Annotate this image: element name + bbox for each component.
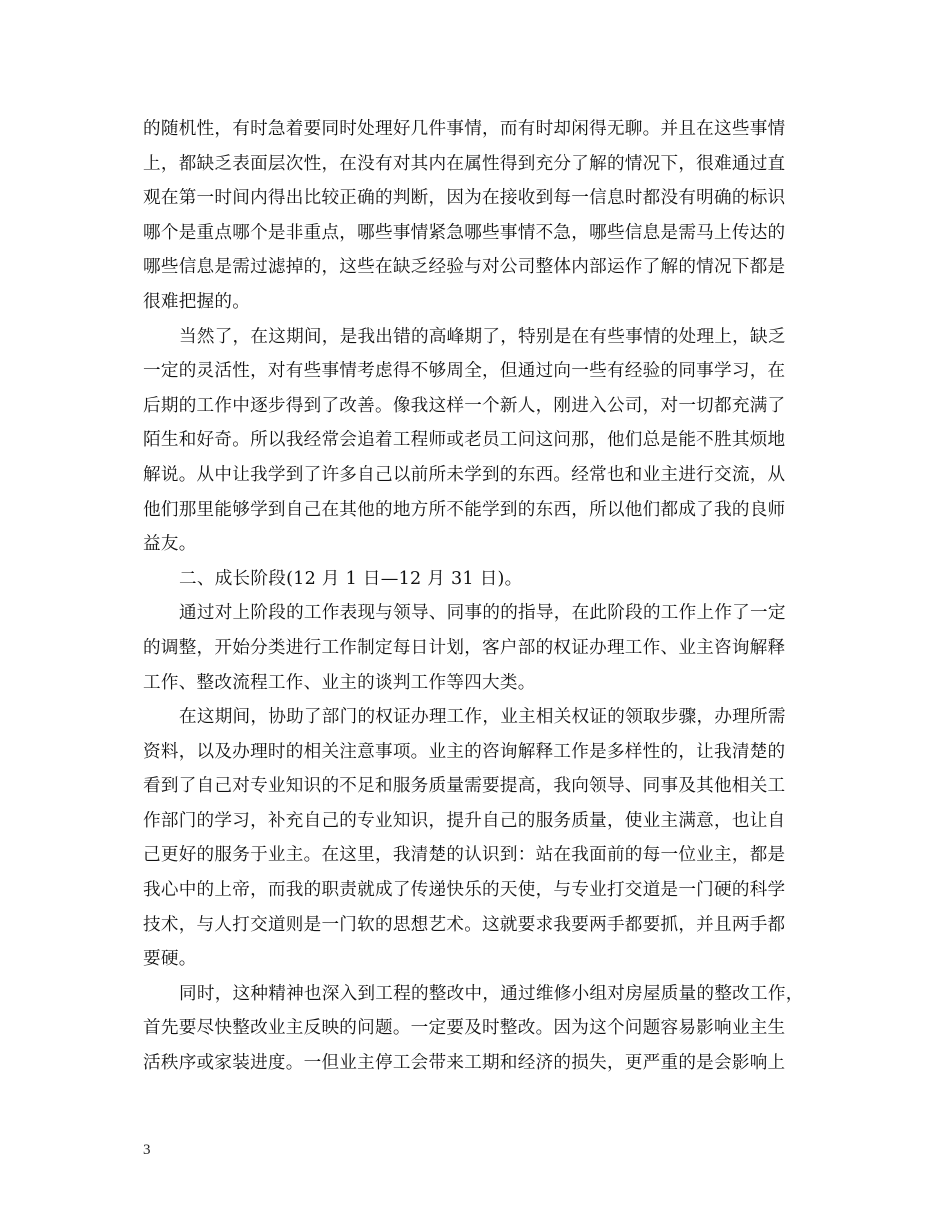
text-line: 首先要尽快整改业主反映的问题。一定要及时整改。因为这个问题容易影响业主生 — [143, 1018, 786, 1039]
text-line: 一定的灵活性，对有些事情考虑得不够周全，但通过向一些有经验的同事学习，在 — [143, 361, 786, 382]
page-number: 3 — [143, 1142, 151, 1158]
text-line: 哪个是重点哪个是非重点，哪些事情紧急哪些事情不急，哪些信息是需马上传达的 — [143, 222, 786, 243]
text-line: 很难把握的。 — [143, 291, 251, 312]
text-line: 我心中的上帝，而我的职责就成了传递快乐的天使，与专业打交道是一门硬的科学 — [143, 880, 786, 901]
text-line: 陌生和好奇。所以我经常会追着工程师或老员工问这问那，他们总是能不胜其烦地 — [143, 430, 786, 451]
text-line: 己更好的服务于业主。在这里，我清楚的认识到：站在我面前的每一位业主，都是 — [143, 845, 786, 866]
text-line: 解说。从中让我学到了许多自己以前所未学到的东西。经常也和业主进行交流，从 — [143, 464, 786, 485]
document-body — [143, 112, 811, 1081]
text-line: 看到了自己对专业知识的不足和服务质量需要提高，我向领导、同事及其他相关工 — [143, 776, 786, 797]
text-line: 要硬。 — [143, 949, 197, 970]
paragraph-first-line: 在这期间，协助了部门的权证办理工作，业主相关权证的领取步骤，办理所需 — [179, 707, 786, 728]
text-line: 技术，与人打交道则是一门软的思想艺术。这就要求我要两手都要抓，并且两手都 — [143, 914, 786, 935]
paragraph-first-line: 通过对上阶段的工作表现与领导、同事的的指导，在此阶段的工作上作了一定 — [179, 603, 786, 624]
text-line: 益友。 — [143, 534, 197, 555]
paragraph-first-line: 当然了，在这期间，是我出错的高峰期了，特别是在有些事情的处理上，缺乏 — [179, 326, 786, 347]
text-line: 哪些信息是需过滤掉的，这些在缺乏经验与对公司整体内部运作了解的情况下都是 — [143, 257, 786, 278]
text-line: 后期的工作中逐步得到了改善。像我这样一个新人，刚进入公司，对一切都充满了 — [143, 395, 786, 416]
text-line: 他们那里能够学到自己在其他的地方所不能学到的东西，所以他们都成了我的良师 — [143, 499, 786, 520]
text-line: 资料，以及办理时的相关注意事项。业主的咨询解释工作是多样性的，让我清楚的 — [143, 741, 786, 762]
paragraph-first-line: 同时，这种精神也深入到工程的整改中，通过维修小组对房屋质量的整改工作， — [179, 983, 804, 1004]
text-line: 工作、整改流程工作、业主的谈判工作等四大类。 — [143, 672, 536, 693]
section-heading: 二、成长阶段(12 月 1 日—12 月 31 日)。 — [179, 568, 523, 589]
text-line: 观在第一时间内得出比较正确的判断，因为在接收到每一信息时都没有明确的标识 — [143, 188, 786, 209]
text-line: 的调整，开始分类进行工作制定每日计划，客户部的权证办理工作、业主咨询解释 — [143, 637, 786, 658]
text-line: 的随机性，有时急着要同时处理好几件事情，而有时却闲得无聊。并且在这些事情 — [143, 119, 786, 139]
text-line: 作部门的学习，补充自己的专业知识，提升自己的服务质量，使业主满意，也让自 — [143, 810, 786, 831]
text-line: 活秩序或家装进度。一但业主停工会带来工期和经济的损失，更严重的是会影响上 — [143, 1053, 786, 1074]
text-line: 上，都缺乏表面层次性，在没有对其内在属性得到充分了解的情况下，很难通过直 — [143, 153, 786, 174]
